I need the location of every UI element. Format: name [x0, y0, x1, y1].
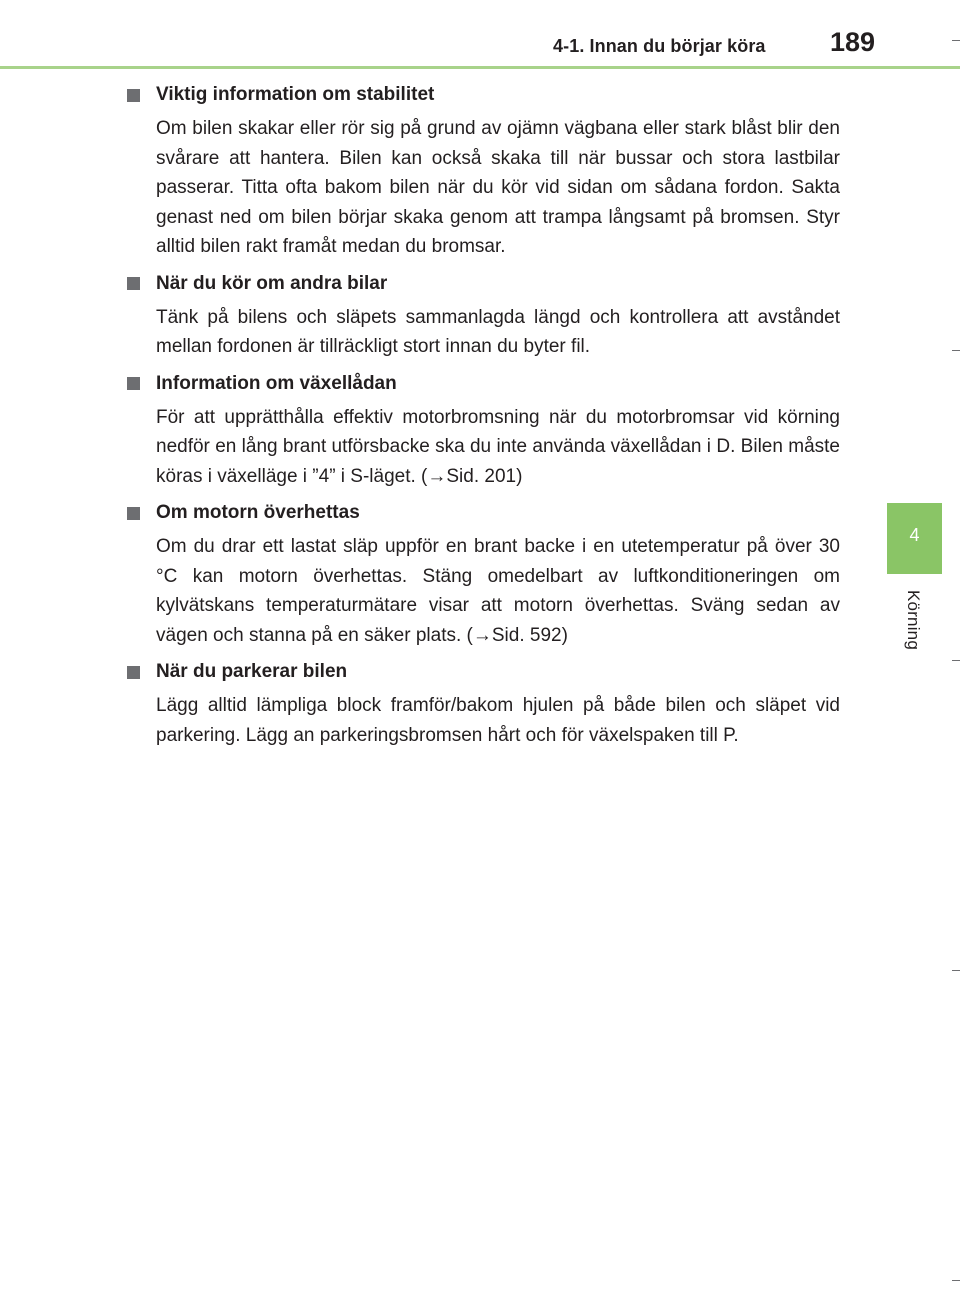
- section-heading-text: När du kör om andra bilar: [156, 272, 388, 294]
- section-title: 4-1. Innan du börjar köra: [553, 36, 766, 56]
- section-overheating: [127, 498, 840, 650]
- section-heading-text: När du parkerar bilen: [156, 661, 348, 682]
- chapter-number: 4: [909, 525, 920, 545]
- chapter-tab: [887, 503, 942, 574]
- crop-mark: [952, 1280, 960, 1281]
- section-paragraph: Tänk på bilens och släpets sammanlagda längd och kontrollera att avståndet mellan fordonen är tillräckligt stort innan du byter fil.: [156, 306, 840, 357]
- page-header: [0, 0, 960, 70]
- section-heading-text: Viktig information om stabilitet: [156, 84, 435, 105]
- header-rule: [0, 66, 960, 69]
- main-content: [127, 80, 840, 757]
- section-heading: [127, 269, 840, 299]
- crop-mark: [952, 350, 960, 351]
- section-heading-text: Om motorn överhettas: [156, 502, 360, 523]
- section-paragraph: Om du drar ett lastat släp uppför en brant backe i en utetemperatur på över 30 °C kan motorn överhettas. Stäng omedelbart av luftkonditioneringen om kylvätskans temperaturmätare visar att motorn överhettas. Sväng sedan av vägen och stanna på en säker plats. (→Sid. 592): [156, 536, 840, 646]
- section-heading: [127, 369, 840, 399]
- crop-mark: [952, 970, 960, 971]
- square-bullet-icon: [127, 277, 140, 290]
- square-bullet-icon: [127, 666, 140, 679]
- section-paragraph: För att upprätthålla effektiv motorbromsning när du motorbromsar vid körning nedför en lång brant utförsbacke ska du inte använda växellådan i D. Bilen måste köras i växelläge i ”4” i S-läget. (→Sid. 201): [156, 406, 840, 487]
- page-number: 189: [830, 27, 876, 57]
- square-bullet-icon: [127, 377, 140, 390]
- section-stability: [127, 80, 840, 262]
- square-bullet-icon: [127, 89, 140, 102]
- section-paragraph: Om bilen skakar eller rör sig på grund av ojämn vägbana eller stark blåst blir den svårare att hantera. Bilen kan också skaka till när bussar och stora lastbilar passerar. Titta ofta bakom bilen när du kör vid sidan om sådana fordon. Sakta genast ned om bilen börjar skaka genom att trampa långsamt på bromsen. Styr alltid bilen rakt framåt medan du bromsar.: [156, 118, 840, 257]
- crop-mark: [952, 40, 960, 41]
- section-transmission: [127, 369, 840, 492]
- crop-mark: [952, 660, 960, 661]
- section-heading-text: Information om växellådan: [156, 372, 397, 394]
- section-overtaking: [127, 269, 840, 362]
- square-bullet-icon: [127, 507, 140, 520]
- section-heading: [127, 498, 840, 528]
- chapter-label: Körning: [904, 590, 923, 650]
- section-heading: [127, 657, 840, 687]
- section-heading: [127, 80, 840, 110]
- section-paragraph: Lägg alltid lämpliga block framför/bakom hjulen på både bilen och släpet vid parkering. Lägg an parkeringsbromsen hårt och för växelspaken till P.: [156, 695, 840, 746]
- section-parking: [127, 657, 840, 750]
